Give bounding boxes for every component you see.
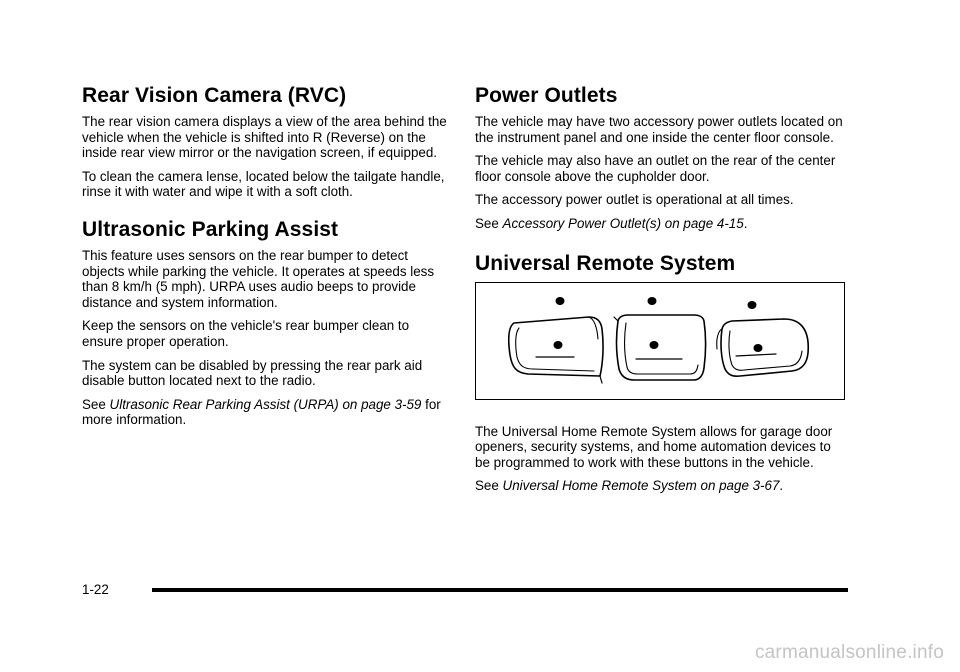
outlets-paragraph-2: The vehicle may also have an outlet on the rear of the center floor console above the cupholder door. [475, 153, 836, 184]
cross-reference-link[interactable]: Accessory Power Outlet(s) on page 4-15 [502, 215, 744, 231]
see-suffix: for more information. [82, 396, 441, 428]
button-1-dot [554, 341, 563, 349]
cross-reference-link[interactable]: Ultrasonic Rear Parking Assist (URPA) on page 3-59 [109, 396, 422, 412]
button-3-dot [754, 344, 763, 352]
remote-see-reference [475, 478, 847, 494]
remote-paragraph-1: The Universal Home Remote System allows for garage door openers, security systems, and home automation devices to be programmed to work with these buttons in the vehicle. [475, 423, 833, 470]
watermark: carmanualsonline.info [754, 642, 944, 663]
remote-buttons-drawing [476, 283, 843, 398]
button-2-dot [650, 341, 659, 349]
outlets-paragraph-3: The accessory power outlet is operational at all times. [475, 192, 794, 208]
button-2-outline [617, 315, 706, 380]
led-indicator-3 [748, 301, 757, 309]
upa-paragraph-1: This feature uses sensors on the rear bumper to detect objects while parking the vehicle. It operates at speeds less than 8 km/h (5 mph). URPA uses audio beeps to provide distance and system information. [82, 247, 435, 310]
outlets-see-reference [475, 216, 847, 232]
cross-reference-link[interactable]: Universal Home Remote System on page 3-67 [502, 478, 780, 494]
rvc-paragraph-1: The rear vision camera displays a view of the area behind the vehicle when the vehicle is shifted into R (Reverse) on the inside rear view mirror or the navigation screen, if equipped. [82, 114, 447, 161]
led-indicator-2 [648, 297, 657, 305]
heading-power-outlets: Power Outlets [475, 84, 618, 107]
heading-rear-vision-camera: Rear Vision Camera (RVC) [82, 84, 347, 107]
see-suffix: . [779, 478, 784, 494]
upa-paragraph-3: The system can be disabled by pressing the rear park aid disable button located next to the radio. [82, 357, 423, 389]
heading-universal-remote-system: Universal Remote System [475, 251, 736, 275]
see-prefix: See [82, 396, 110, 412]
page-footer [82, 580, 848, 600]
outlets-paragraph-1: The vehicle may have two accessory power outlets located on the instrument panel and one inside the center floor console. [475, 114, 843, 145]
footer-rule [152, 588, 848, 592]
see-prefix: See [475, 478, 503, 494]
right-column [475, 84, 847, 502]
heading-ultrasonic-parking-assist: Ultrasonic Parking Assist [82, 217, 339, 241]
rvc-paragraph-2: To clean the camera lense, located below the tailgate handle, rinse it with water and wipe it with a soft cloth. [82, 168, 445, 200]
led-indicator-1 [556, 297, 565, 305]
see-suffix: . [743, 215, 748, 231]
see-prefix: See [475, 215, 503, 231]
upa-paragraph-2: Keep the sensors on the vehicle's rear bumper clean to ensure proper operation. [82, 318, 410, 349]
left-column [82, 84, 448, 436]
page-number: 1-22 [82, 582, 109, 597]
universal-remote-buttons-illustration [475, 282, 845, 400]
upa-see-reference [82, 397, 448, 428]
